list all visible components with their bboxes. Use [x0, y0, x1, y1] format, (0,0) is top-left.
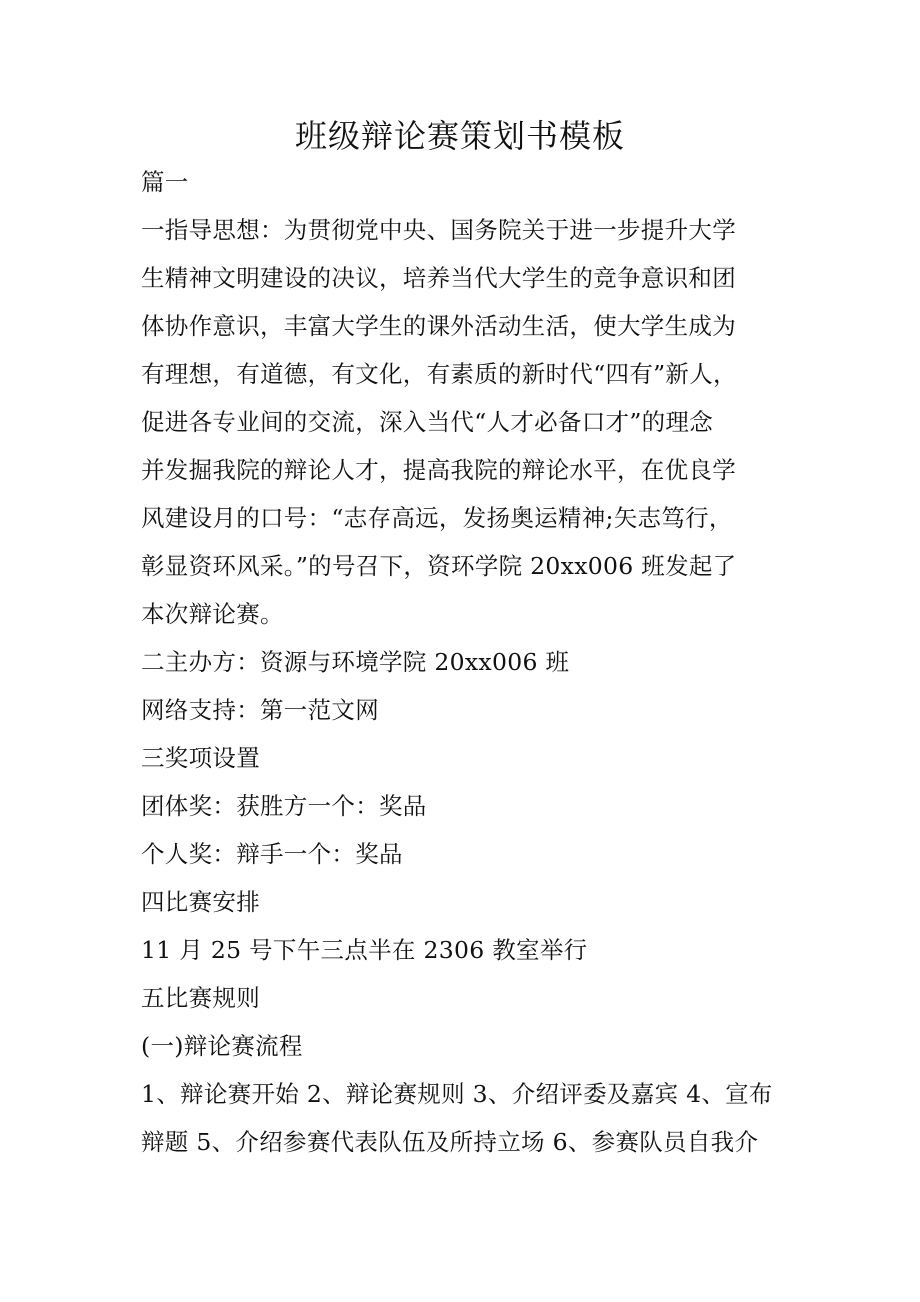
paragraph-line: 有理想，有道德，有文化，有素质的新时代“四有”新人， — [141, 360, 737, 388]
paragraph-line: 促进各专业间的交流，深入当代“人才必备口才”的理念 — [141, 408, 714, 436]
organizer-line: 二主办方：资源与环境学院 20xx006 班 — [141, 648, 570, 676]
section-label: 篇一 — [141, 168, 189, 196]
paragraph-line: 1、辩论赛开始 2、辩论赛规则 3、介绍评委及嘉宾 4、宣布 — [141, 1080, 773, 1108]
paragraph-line: 辩题 5、介绍参赛代表队伍及所持立场 6、参赛队员自我介 — [141, 1128, 759, 1156]
section-heading: 五比赛规则 — [141, 984, 260, 1012]
paragraph-line: 一指导思想：为贯彻党中央、国务院关于进一步提升大学 — [141, 216, 736, 244]
paragraph-line: 生精神文明建设的决议，培养当代大学生的竞争意识和团 — [141, 264, 736, 292]
section-heading: 三奖项设置 — [141, 744, 260, 772]
schedule-line: 11 月 25 号下午三点半在 2306 教室举行 — [141, 936, 588, 964]
award-line: 个人奖：辩手一个：奖品 — [141, 840, 403, 868]
section-heading: 四比赛安排 — [141, 888, 260, 916]
paragraph-line: 本次辩论赛。 — [141, 600, 284, 628]
subsection-heading: (一)辩论赛流程 — [141, 1032, 303, 1060]
document-body — [141, 158, 781, 1166]
document-title: 班级辩论赛策划书模板 — [294, 117, 625, 155]
paragraph-line: 彰显资环风采。”的号召下，资环学院 20xx006 班发起了 — [141, 552, 737, 580]
award-line: 团体奖：获胜方一个：奖品 — [141, 792, 427, 820]
paragraph-line: 风建设月的口号：“志存高远，发扬奥运精神;矢志笃行， — [141, 504, 733, 532]
paragraph-line: 体协作意识，丰富大学生的课外活动生活，使大学生成为 — [141, 312, 736, 340]
paragraph-line: 并发掘我院的辩论人才，提高我院的辩论水平，在优良学 — [141, 456, 736, 484]
support-line: 网络支持：第一范文网 — [141, 696, 379, 724]
